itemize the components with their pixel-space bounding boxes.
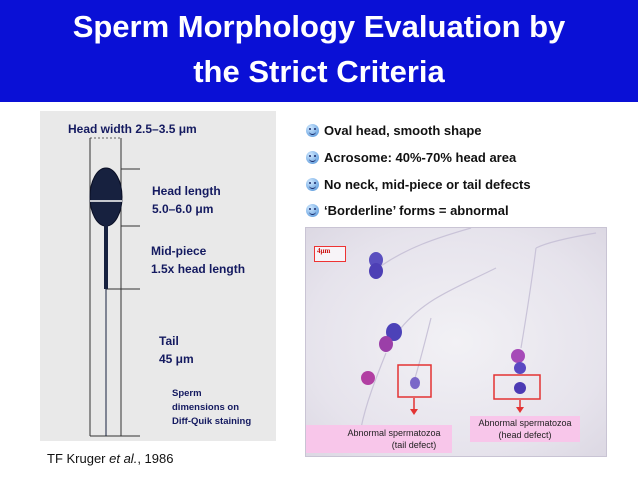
staining-line-2: dimensions on bbox=[172, 402, 240, 413]
smiley-icon bbox=[306, 124, 319, 137]
scale-bar-label: 4μm bbox=[317, 247, 331, 255]
sperm-midpiece-shape bbox=[104, 225, 108, 289]
title-bar bbox=[0, 0, 638, 102]
criteria-text: Acrosome: 40%-70% head area bbox=[324, 150, 517, 165]
sperm-head bbox=[369, 263, 383, 279]
sperm-diagram-panel bbox=[40, 111, 276, 441]
sperm-tail-faint bbox=[378, 228, 471, 268]
tail-value: 45 μm bbox=[159, 352, 194, 366]
criteria-text: ‘Borderline’ forms = abnormal bbox=[324, 203, 509, 218]
head-defect-arrowhead bbox=[516, 407, 524, 413]
micrograph-image bbox=[305, 227, 607, 457]
staining-line-3: Diff-Quik staining bbox=[172, 416, 252, 427]
tail-defect-arrowhead bbox=[410, 409, 418, 415]
sperm-tail-faint bbox=[536, 233, 596, 248]
citation-author: TF Kruger bbox=[47, 451, 110, 466]
title-line-1: Sperm Morphology Evaluation by bbox=[72, 9, 566, 44]
head-defect-caption-line2: (head defect) bbox=[498, 430, 552, 440]
sperm-tail-faint bbox=[361, 353, 386, 428]
tail-defect-caption-line1: Abnormal spermatozoa bbox=[347, 428, 441, 438]
smiley-icon bbox=[306, 204, 319, 217]
staining-line-1: Sperm bbox=[172, 388, 202, 399]
sperm-head bbox=[514, 382, 526, 394]
sperm-head bbox=[514, 362, 526, 374]
criteria-text: Oval head, smooth shape bbox=[324, 123, 482, 138]
midpiece-value: 1.5x head length bbox=[151, 262, 246, 276]
tail-title: Tail bbox=[159, 334, 179, 348]
citation-etal: et al. bbox=[109, 451, 138, 466]
smiley-icon bbox=[306, 151, 319, 164]
scale-bar-box bbox=[314, 246, 346, 262]
sperm-tail-faint bbox=[415, 318, 431, 378]
head-defect-caption-line1: Abnormal spermatozoa bbox=[478, 418, 572, 428]
sperm-tail-faint bbox=[521, 248, 536, 348]
head-length-title: Head length bbox=[152, 184, 221, 198]
sperm-head bbox=[410, 377, 420, 389]
midpiece-title: Mid-piece bbox=[151, 244, 207, 258]
tail-defect-caption-line2: (tail defect) bbox=[391, 440, 437, 450]
sperm-head bbox=[379, 336, 393, 352]
head-length-value: 5.0–6.0 μm bbox=[152, 202, 214, 216]
sperm-head bbox=[511, 349, 525, 363]
criteria-text: No neck, mid-piece or tail defects bbox=[324, 177, 531, 192]
smiley-icon bbox=[306, 178, 319, 191]
citation-year: , 1986 bbox=[137, 451, 174, 466]
tail-defect-caption bbox=[306, 425, 452, 453]
citation bbox=[47, 451, 173, 466]
sperm-head-shape bbox=[90, 168, 122, 226]
sperm-head bbox=[361, 371, 375, 385]
title-line-2: the Strict Criteria bbox=[193, 54, 445, 89]
head-defect-caption bbox=[470, 416, 580, 442]
head-width-label: Head width 2.5–3.5 μm bbox=[68, 122, 197, 136]
sperm-tail-faint bbox=[401, 268, 496, 328]
